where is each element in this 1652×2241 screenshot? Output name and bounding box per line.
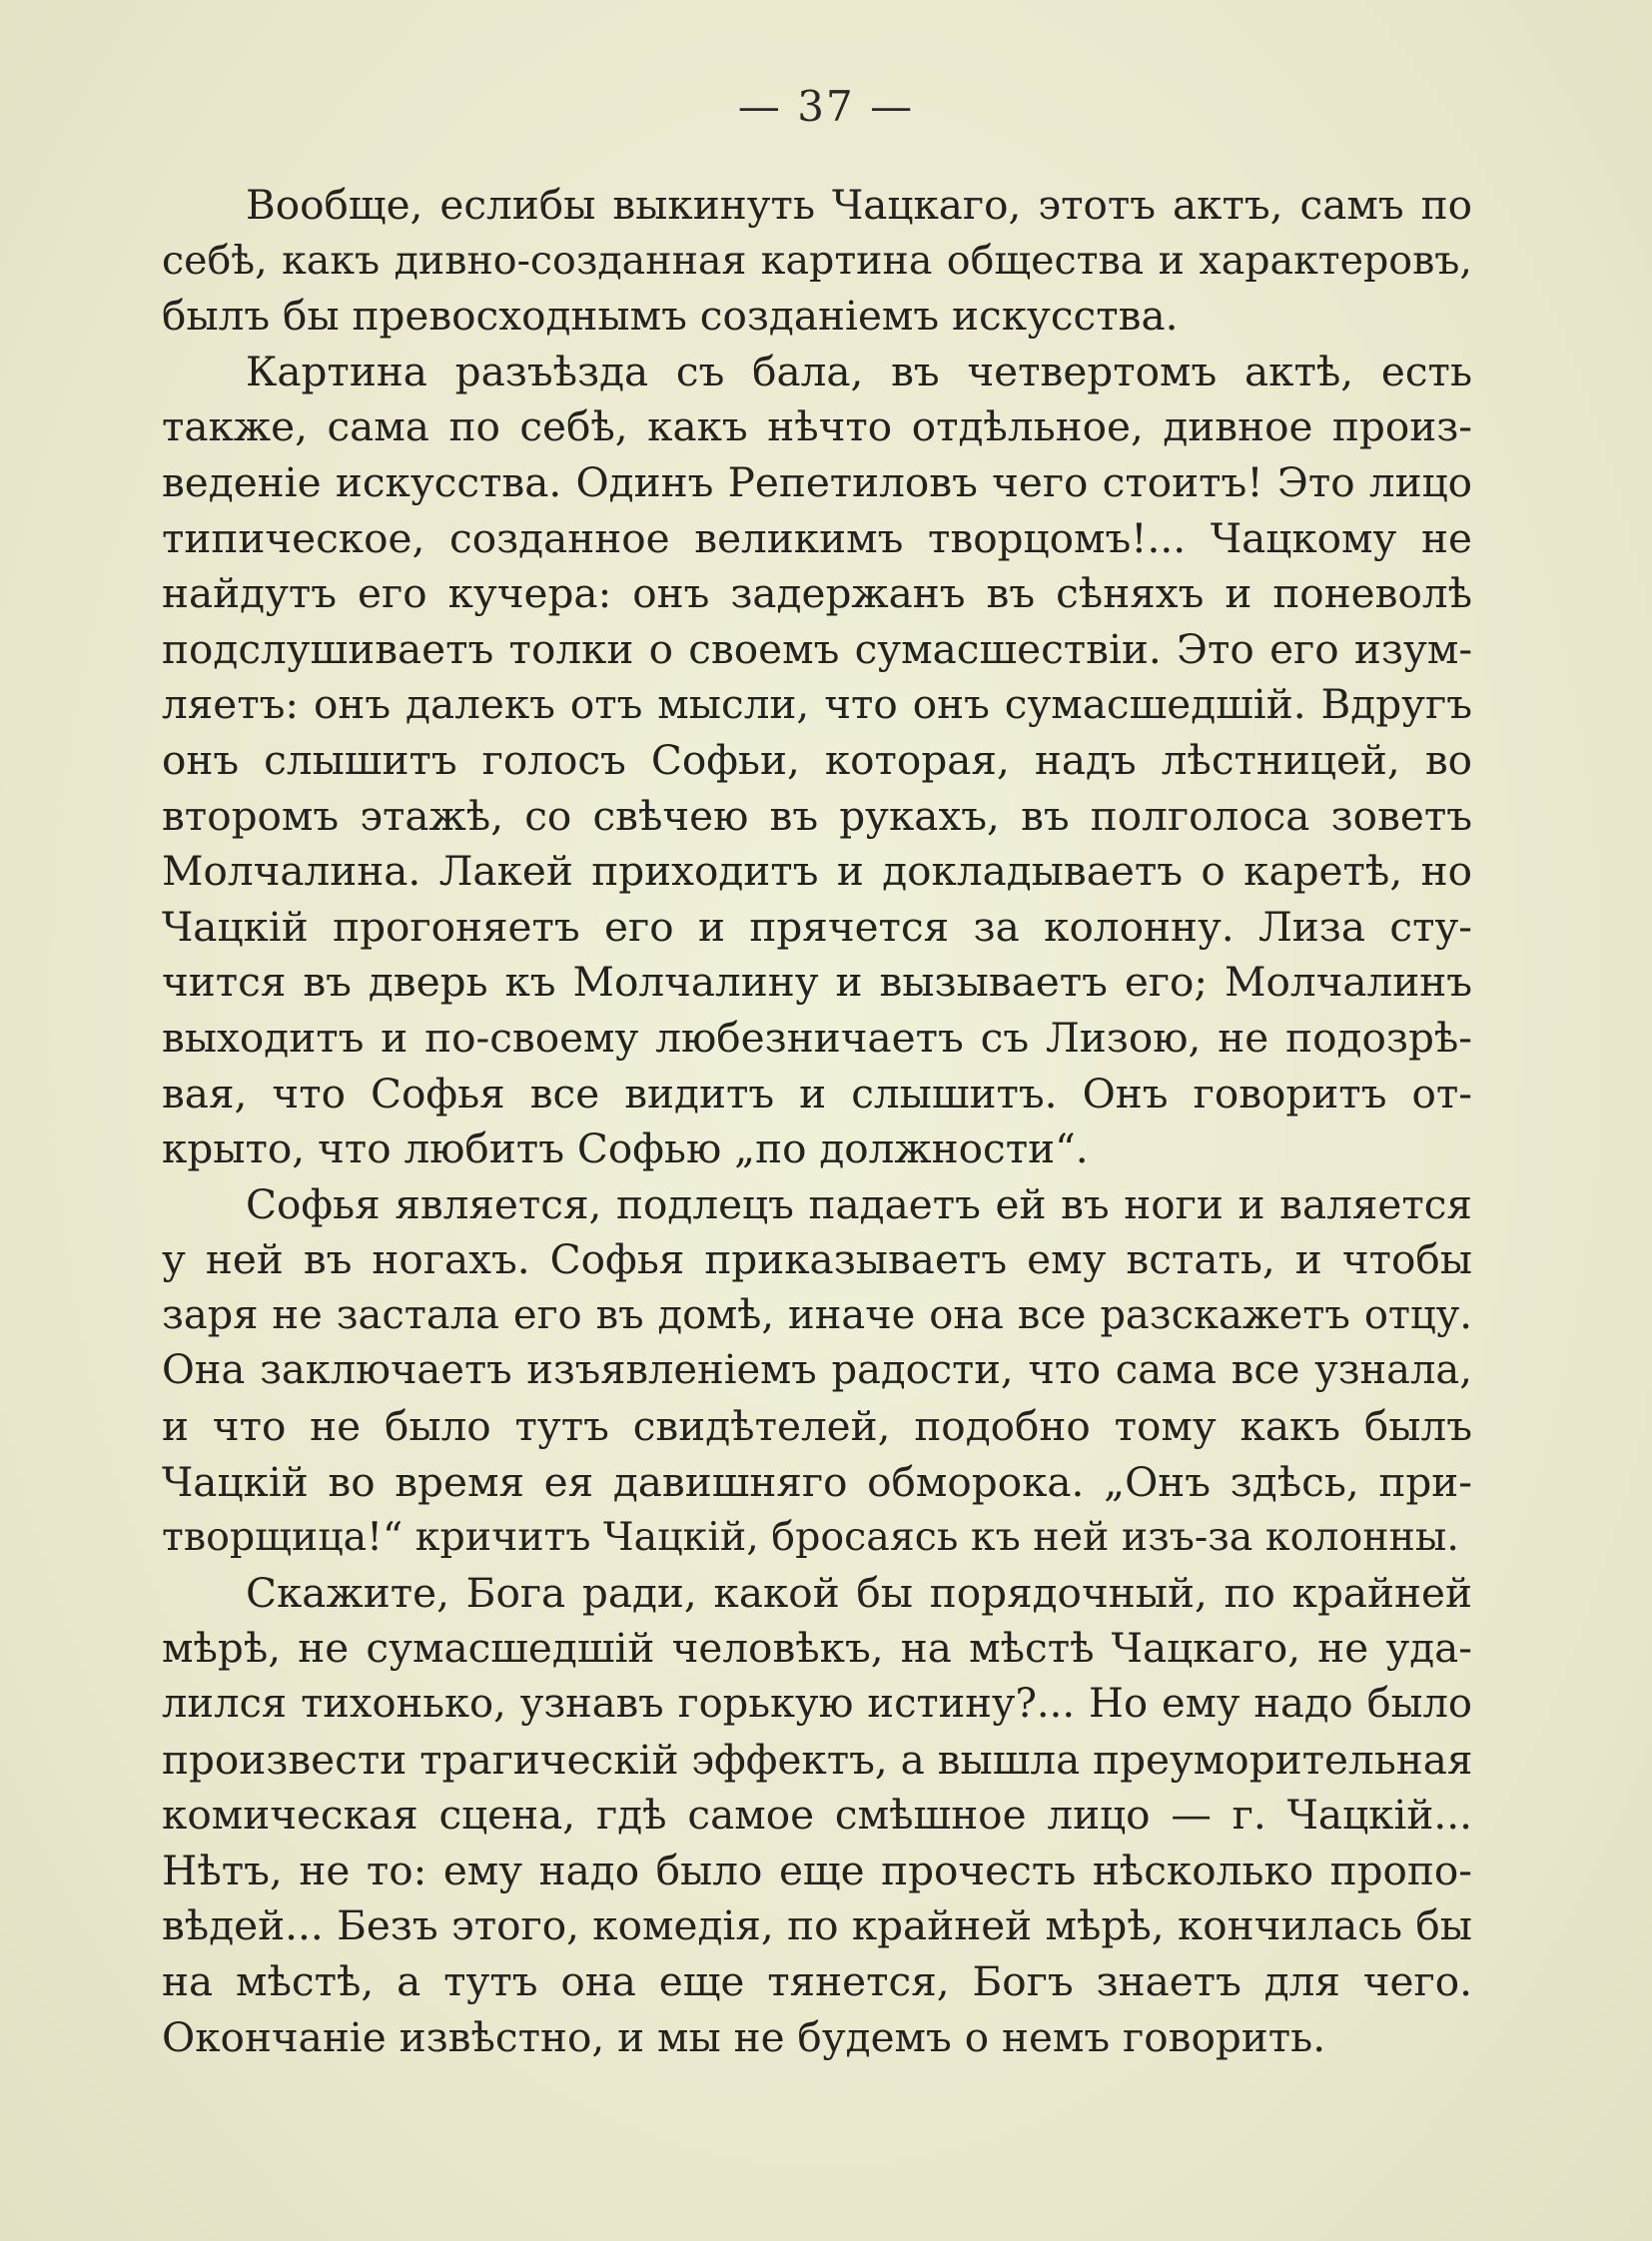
text-line: веденіе искусства. Одинъ Репетиловъ чего стоитъ! Это лицо xyxy=(162,457,1472,506)
text-line: себѣ, какъ дивно-созданная картина общества и характеровъ, xyxy=(162,237,1472,284)
text-line: у ней въ ногахъ. Софья приказываетъ ему встать, и чтобы xyxy=(162,1235,1472,1284)
paragraph xyxy=(162,1566,1472,2065)
text-line: Чацкій во время ея давишняго обморока. „Онъ здѣсь, при- xyxy=(162,1457,1472,1506)
text-line: подслушиваетъ толки о своемъ сумасшествіи. Это его изум- xyxy=(162,624,1472,673)
text-line: Окончаніе извѣстно, и мы не будемъ о немъ говорить. xyxy=(162,2012,1326,2061)
paragraph xyxy=(162,178,1472,345)
text-line: Софья является, подлецъ падаетъ ей въ ноги и валяется xyxy=(246,1179,1472,1228)
text-line: произвести трагическій эффектъ, а вышла преуморительная xyxy=(162,1735,1473,1784)
text-line: Картина разъѣзда съ бала, въ четвертомъ актѣ, есть xyxy=(246,347,1472,395)
text-line: Она заключаетъ изъявленіемъ радости, что сама все узнала, xyxy=(162,1347,1472,1394)
paragraph xyxy=(162,1177,1472,1566)
text-line: Молчалина. Лакей приходитъ и докладываетъ о каретѣ, но xyxy=(162,847,1472,896)
paragraph xyxy=(162,345,1472,1177)
text-line: творщица!“ кричитъ Чацкій, бросаясь къ ней изъ-за колонны. xyxy=(162,1514,1459,1561)
text-line: также, сама по себѣ, какъ нѣчто отдѣльное, дивное произ- xyxy=(162,402,1472,451)
text-line: вѣдей... Безъ этого, комедія, по крайней мѣрѣ, кончилась бы xyxy=(162,1901,1472,1950)
text-line: лился тихонько, узнавъ горькую истину?... Но ему надо было xyxy=(162,1681,1472,1728)
text-line: найдутъ его кучера: онъ задержанъ въ сѣняхъ и поневолѣ xyxy=(162,569,1472,618)
text-line: заря не застала его въ домѣ, иначе она все разскажетъ отцу. xyxy=(162,1291,1472,1338)
text-line: типическое, созданное великимъ творцомъ!... Чацкому не xyxy=(162,513,1472,562)
text-line: второмъ этажѣ, со свѣчею въ рукахъ, въ полголоса зоветъ xyxy=(162,791,1472,840)
text-line: чится въ дверь къ Молчалину и вызываетъ его; Молчалинъ xyxy=(162,958,1472,1007)
text-line: вая, что Софья все видитъ и слышитъ. Онъ говоритъ от- xyxy=(162,1069,1472,1118)
text-line: Вообще, еслибы выкинуть Чацкаго, этотъ актъ, самъ по xyxy=(246,181,1472,229)
text-line: ляетъ: онъ далекъ отъ мысли, что онъ сумасшедшій. Вдругъ xyxy=(162,680,1472,729)
body-text xyxy=(162,178,1472,2065)
page-number: — 37 — xyxy=(737,82,915,131)
text-line: онъ слышитъ голосъ Софьи, которая, надъ лѣстницей, во xyxy=(162,735,1472,784)
text-line: мѣрѣ, не сумасшедшій человѣкъ, на мѣстѣ Чацкаго, не уда- xyxy=(162,1624,1472,1673)
text-line: Нѣтъ, не то: ему надо было еще прочесть нѣсколько пропо- xyxy=(162,1846,1472,1894)
text-line: на мѣстѣ, а тутъ она еще тянется, Богъ знаетъ для чего. xyxy=(162,1957,1472,2005)
text-line: выходитъ и по-своему любезничаетъ съ Лизою, не подозрѣ- xyxy=(162,1013,1472,1062)
text-line: комическая сцена, гдѣ самое смѣшное лицо — г. Чацкій... xyxy=(162,1791,1472,1840)
text-line: Скажите, Бога ради, какой бы порядочный, по крайней xyxy=(246,1568,1472,1617)
text-line: былъ бы превосходнымъ созданіемъ искусства. xyxy=(162,292,1179,341)
text-line: крыто, что любитъ Софью „по должности“. xyxy=(162,1124,1089,1173)
text-line: и что не было тутъ свидѣтелей, подобно тому какъ былъ xyxy=(162,1402,1472,1451)
text-line: Чацкій прогоняетъ его и прячется за колонну. Лиза сту- xyxy=(162,902,1472,951)
